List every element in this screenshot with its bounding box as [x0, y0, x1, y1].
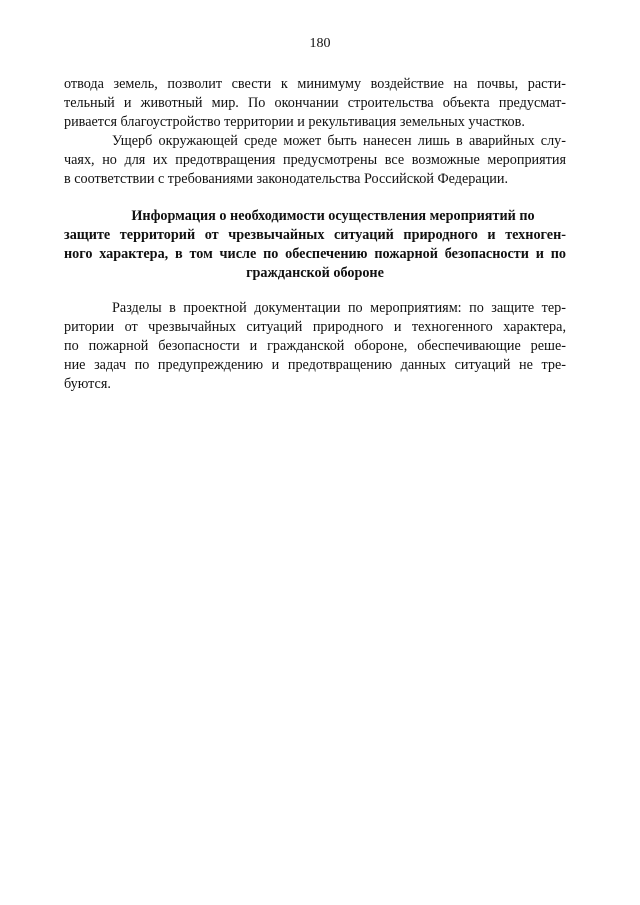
- heading-line: защите территорий от чрезвычайных ситуаций природного и техноген-: [64, 227, 566, 243]
- page-content: [64, 75, 566, 394]
- paragraph-line: по пожарной безопасности и гражданской обороне, обеспечивающие реше-: [64, 338, 566, 354]
- paragraph-environmental-damage: [64, 132, 566, 189]
- paragraph-line: тельный и животный мир. По окончании строительства объекта предусмат-: [64, 95, 566, 111]
- paragraph-line: ривается благоустройство территории и рекультивация земельных участков.: [64, 114, 525, 130]
- paragraph-line: чаях, но для их предотвращения предусмотрены все возможные мероприятия: [64, 152, 566, 168]
- paragraph-line: ритории от чрезвычайных ситуаций природного и техногенного характера,: [64, 319, 566, 335]
- paragraph-project-sections: [64, 299, 566, 394]
- page-number: 180: [309, 36, 331, 51]
- heading-line: гражданской обороне: [246, 265, 384, 281]
- paragraph-line: в соответствии с требованиями законодательства Российской Федерации.: [64, 171, 509, 187]
- paragraph-line: ние задач по предупреждению и предотвращению данных ситуаций не тре-: [64, 357, 566, 373]
- paragraph-line: отвода земель, позволит свести к минимуму воздействие на почвы, расти-: [64, 76, 566, 92]
- heading-line: Информация о необходимости осуществления мероприятий по: [131, 208, 535, 224]
- heading-line: ного характера, в том числе по обеспечению пожарной безопасности и по: [64, 246, 566, 262]
- paragraph-line: Ущерб окружающей среде может быть нанесен лишь в аварийных слу-: [112, 133, 566, 149]
- paragraph-line: буются.: [64, 376, 111, 392]
- section-heading: [64, 207, 566, 283]
- paragraph-line: Разделы в проектной документации по мероприятиям: по защите тер-: [112, 300, 566, 316]
- paragraph-land-reclamation: [64, 75, 566, 132]
